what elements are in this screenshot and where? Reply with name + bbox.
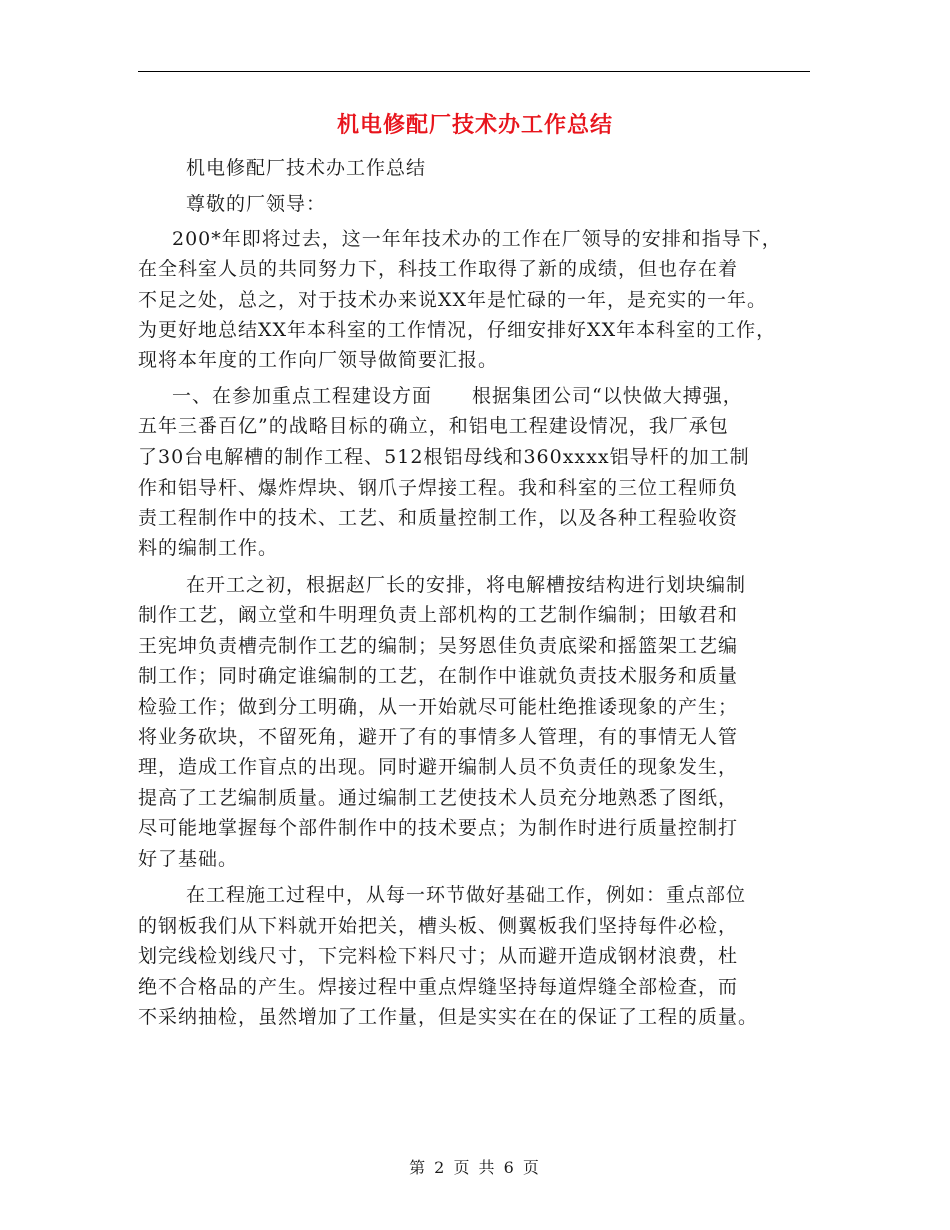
body-line: 在开工之初，根据赵厂长的安排，将电解槽按结构进行划块编制 [186,574,747,596]
body-line: 理，造成工作盲点的出现。同时避开编制人员不负责任的现象发生， [138,756,739,778]
body-line: 责工程制作中的技术、工艺、和质量控制工作，以及各种工程验收资 [138,507,739,529]
body-line: 制作工艺，阚立堂和牛明理负责上部机构的工艺制作编制；田敏君和 [138,604,739,626]
body-line: 尽可能地掌握每个部件制作中的技术要点；为制作时进行质量控制打 [138,817,739,839]
body-line: 绝不合格品的产生。焊接过程中重点焊缝坚持每道焊缝全部检查，而 [138,976,739,998]
body-line: 的钢板我们从下料就开始把关，槽头板、侧翼板我们坚持每件必检， [138,915,739,937]
body-line: 在工程施工过程中，从每一环节做好基础工作，例如：重点部位 [186,884,747,906]
body-line: 王宪坤负责槽壳制作工艺的编制；吴努恩佳负责底梁和摇篮架工艺编 [138,635,739,657]
body-line: 尊敬的厂领导： [186,193,327,215]
body-line: 划完线检划线尺寸，下完料检下料尺寸；从而避开造成钢材浪费，杜 [138,945,739,967]
body-line: 料的编制工作。 [138,537,279,559]
body-line: 机电修配厂技术办工作总结 [186,157,427,179]
page-number-footer: 第 2 页 共 6 页 [409,1158,541,1177]
body-line: 为更好地总结XX年本科室的工作情况，仔细安排好XX年本科室的工作， [138,319,777,341]
body-line: 一、在参加重点工程建设方面 根据集团公司“以快做大搏强， [172,385,743,407]
body-line: 检验工作；做到分工明确，从一开始就尽可能杜绝推诿现象的产生； [138,696,739,718]
body-line: 作和铝导杆、爆炸焊块、钢爪子焊接工程。我和科室的三位工程师负 [138,477,739,499]
header-rule [138,71,810,72]
body-line: 好了基础。 [138,848,239,870]
body-line: 现将本年度的工作向厂领导做简要汇报。 [138,349,499,371]
body-line: 将业务砍块，不留死角，避开了有的事情多人管理，有的事情无人管 [138,726,739,748]
document-title: 机电修配厂技术办工作总结 [336,112,613,138]
body-line: 在全科室人员的共同努力下，科技工作取得了新的成绩，但也存在着 [138,258,739,280]
body-line: 200*年即将过去，这一年年技术办的工作在厂领导的安排和指导下， [172,228,782,250]
body-line: 不足之处，总之，对于技术办来说XX年是忙碌的一年，是充实的一年。 [138,289,768,311]
body-line: 制工作；同时确定谁编制的工艺，在制作中谁就负责技术服务和质量 [138,665,739,687]
body-line: 了30台电解槽的制作工程、512根铝母线和360xxxx铝导杆的加工制 [138,446,750,468]
body-line: 五年三番百亿”的战略目标的确立，和铝电工程建设情况，我厂承包 [138,415,729,437]
body-line: 提高了工艺编制质量。通过编制工艺使技术人员充分地熟悉了图纸， [138,787,739,809]
body-line: 不采纳抽检，虽然增加了工作量，但是实实在在的保证了工程的质量。 [138,1006,759,1028]
